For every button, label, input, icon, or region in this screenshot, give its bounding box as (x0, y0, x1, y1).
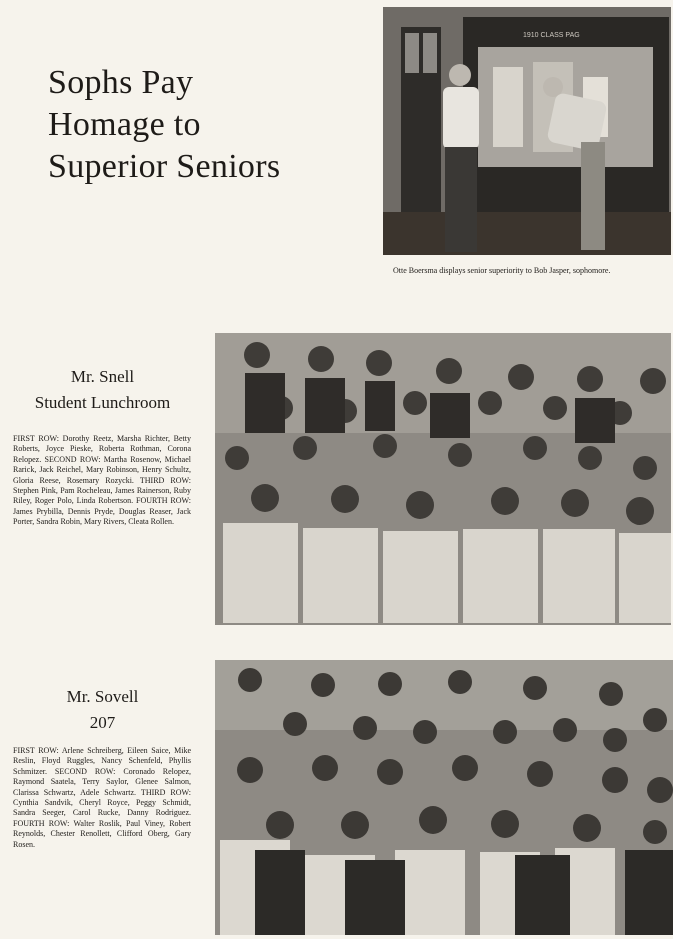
group-2-room: 207 (89, 713, 116, 732)
headline-line-2: Homage to (48, 106, 201, 143)
top-photo (383, 7, 671, 255)
display-case-sign: 1910 CLASS PAG (523, 32, 580, 39)
group-2-heading (10, 684, 195, 736)
group-1-heading (10, 364, 195, 416)
group-1-photo-illustration (215, 333, 671, 625)
group-2-photo (215, 660, 673, 935)
page-headline (48, 62, 368, 188)
group-1-photo (215, 333, 671, 625)
headline-line-1: Sophs Pay (48, 64, 194, 101)
group-1-names: FIRST ROW: Dorothy Reetz, Marsha Richter, Betty Roberts, Joyce Pieske, Roberta Rothman, Corona Relopez. SECOND ROW: Martha Rosenow, Michael Rarick, Jack Reichel, Mary Robinson, Henry Schultz, Gloria Reese, Rosemary Rozycki. THIRD ROW: Stephen Pink, Pam Rocheleau, James Rainerson, Ruby Riley, Roger Polo, Linda Robertson. FOURTH ROW: James Prybilla, Dennis Pryde, Douglas Reaser, Jack Porter, Sandra Robin, Mary Rivers, Cleata Rollen. (13, 434, 191, 527)
group-2-teacher: Mr. Sovell (66, 687, 139, 706)
group-1-teacher: Mr. Snell (70, 367, 135, 386)
headline-line-3: Superior Seniors (48, 148, 281, 185)
group-1-room: Student Lunchroom (34, 393, 171, 412)
hallway-scene-illustration (383, 7, 671, 255)
group-2-names: FIRST ROW: Arlene Schreiberg, Eileen Saice, Mike Reslin, Floyd Ruggles, Nancy Schenfeld, Phyllis Schmitzer. SECOND ROW: Coronado Relopez, Raymond Saatela, Terry Saylor, Glenee Salmon, Clarissa Schwartz, Adele Schwartz. THIRD ROW: Cynthia Sandvik, Cheryl Royce, Peggy Schmidt, Sandra Seeger, Carol Rucke, Danny Rodriguez. FOURTH ROW: Walter Roslik, Paul Viney, Robert Reynolds, Chester Renollett, Clifford Oberg, Gary Rosen. (13, 746, 191, 849)
group-2-photo-illustration (215, 660, 673, 935)
top-photo-caption: Otte Boersma displays senior superiority to Bob Jasper, sophomore. (393, 266, 611, 275)
